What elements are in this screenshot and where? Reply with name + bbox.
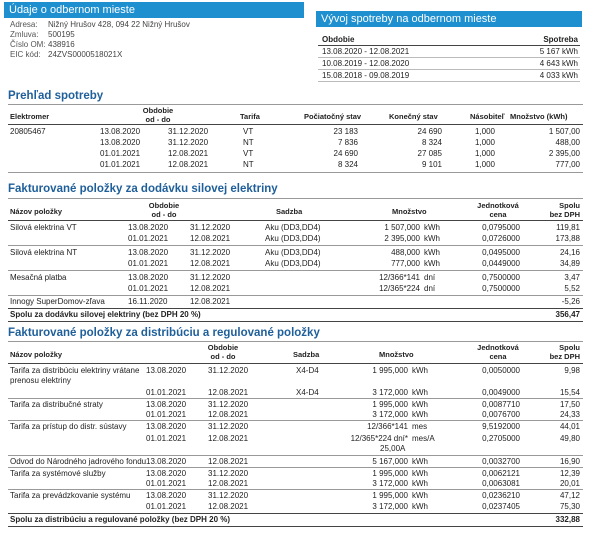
dodavka-mn: 12/366*141 (379, 273, 420, 282)
distribucia-header-sp1: Spolu (559, 343, 580, 352)
prehlad-nas: 1,000 (474, 127, 495, 136)
distribucia-cena: 0,0237405 (482, 502, 520, 511)
distribucia-jed: mes/A (412, 434, 435, 443)
dodavka-od: 01.01.2021 (128, 284, 169, 293)
dodavka-do: 12.08.2021 (190, 284, 231, 293)
distribucia-do: 31.12.2020 (208, 469, 249, 478)
dodavka-mn: 488,000 (391, 248, 420, 257)
distribucia-jed: kWh (412, 457, 428, 466)
distribucia-do: 12.08.2021 (208, 410, 249, 419)
dodavka-spolu: -5,26 (561, 297, 580, 306)
dodavka-spolu: 3,47 (564, 273, 580, 282)
distribucia-mn: 3 172,000 (372, 410, 408, 419)
distribucia-nazov: Tarifa za distribúciu elektriny vrátane (10, 366, 140, 375)
vyvoj-spotreba: 5 167 kWh (539, 47, 578, 56)
distribucia-title: Fakturované položky za distribúciu a regulované položky (8, 327, 320, 339)
prehlad-header-obdobie: Obdobie (142, 106, 174, 115)
prehlad-header-kon: Konečný stav (389, 112, 438, 121)
cislo-om-value: 438916 (48, 40, 75, 49)
eic-label: EIC kód: (10, 50, 41, 59)
prehlad-header-poc: Počiatočný stav (304, 112, 362, 121)
dodavka-header-obdobie: Obdobie (148, 201, 180, 210)
dodavka-od: 13.08.2020 (128, 273, 169, 282)
distribucia-cena: 9,5192000 (482, 422, 520, 431)
distribucia-header-mnozstvo: Množstvo (379, 350, 414, 359)
distribucia-mn: 1 995,000 (372, 469, 408, 478)
distribucia-total-label: Spolu za distribúciu a regulované položky (bez DPH 20 %) (10, 515, 231, 524)
dodavka-cena: 0,0726000 (482, 234, 520, 243)
dodavka-sadzba: Aku (DD3,DD4) (265, 259, 321, 268)
prehlad-mn: 488,00 (555, 138, 580, 147)
dodavka-nazov: Innogy SuperDomov-zľava (10, 297, 105, 306)
distribucia-od: 13.08.2020 (146, 491, 187, 500)
divider (8, 308, 583, 309)
dodavka-total: 356,47 (555, 310, 580, 319)
prehlad-poc: 24 690 (333, 149, 358, 158)
distribucia-do: 12.08.2021 (208, 502, 249, 511)
prehlad-title: Prehľad spotreby (8, 90, 104, 102)
dodavka-cena: 0,0449000 (482, 259, 520, 268)
eic-value: 24ZVS0000518021X (48, 50, 123, 59)
dodavka-mn: 2 395,000 (384, 234, 420, 243)
distribucia-sadzba: X4-D4 (296, 388, 319, 397)
prehlad-do: 31.12.2020 (168, 138, 209, 147)
distribucia-nazov-line2: prenosu elektriny (10, 376, 71, 385)
dodavka-do: 12.08.2021 (190, 259, 231, 268)
distribucia-do: 31.12.2020 (208, 366, 249, 375)
dodavka-spolu: 5,52 (564, 284, 580, 293)
prehlad-tarifa: NT (243, 160, 254, 169)
dodavka-sadzba: Aku (DD3,DD4) (265, 234, 321, 243)
vyvoj-row (318, 58, 580, 70)
vyvoj-header-obdobie: Obdobie (322, 35, 355, 44)
dodavka-mn: 1 507,000 (384, 223, 420, 232)
distribucia-nazov: Tarifa za prevádzkovanie systému (10, 491, 131, 500)
prehlad-od: 01.01.2021 (100, 160, 141, 169)
dodavka-jed: dní (424, 284, 436, 293)
dodavka-spolu: 173,88 (555, 234, 580, 243)
distribucia-od: 01.01.2021 (146, 502, 187, 511)
prehlad-kon: 27 085 (417, 149, 442, 158)
distribucia-od: 01.01.2021 (146, 410, 187, 419)
dodavka-od: 13.08.2020 (128, 223, 169, 232)
dodavka-header-sadzba: Sadzba (276, 207, 303, 216)
distribucia-od: 13.08.2020 (146, 366, 187, 375)
prehlad-header-mn: Množstvo (kWh) (510, 112, 568, 121)
distribucia-nazov: Tarifa za prístup do distr. sústavy (10, 422, 127, 431)
distribucia-jed: kWh (412, 410, 428, 419)
dodavka-total-label: Spolu za dodávku silovej elektriny (bez DPH 20 %) (10, 310, 201, 319)
distribucia-spolu: 12,39 (559, 469, 580, 478)
distribucia-do: 12.08.2021 (208, 457, 249, 466)
distribucia-spolu: 9,98 (564, 366, 580, 375)
prehlad-do: 12.08.2021 (168, 160, 209, 169)
distribucia-od: 01.01.2021 (146, 434, 187, 443)
vyvoj-header-spotreba: Spotreba (543, 35, 578, 44)
adresa-row (10, 20, 190, 30)
distribucia-jed: kWh (412, 388, 428, 397)
vyvoj-header-row (318, 34, 580, 46)
prehlad-do: 31.12.2020 (168, 127, 209, 136)
vyvoj-row (318, 46, 580, 58)
divider (8, 245, 583, 246)
distribucia-spolu: 44,01 (559, 422, 580, 431)
distribucia-jed: kWh (412, 366, 428, 375)
distribucia-cena: 0,0050000 (482, 366, 520, 375)
zmluva-value: 500195 (48, 30, 75, 39)
vyvoj-title: Vývoj spotreby na odbernom mieste (316, 11, 582, 27)
distribucia-cena: 0,2705000 (482, 434, 520, 443)
distribucia-mn: 3 172,000 (372, 502, 408, 511)
dodavka-od: 16.11.2020 (128, 297, 168, 306)
prehlad-kon: 24 690 (417, 127, 442, 136)
prehlad-mn: 777,00 (555, 160, 580, 169)
dodavka-nazov: Silová elektrina VT (10, 223, 77, 232)
dodavka-cena: 0,7500000 (482, 284, 520, 293)
distribucia-cena: 0,0076700 (482, 410, 520, 419)
divider (8, 124, 583, 125)
distribucia-mn: 3 172,000 (372, 388, 408, 397)
distribucia-spolu: 16,90 (559, 457, 580, 466)
distribucia-spolu: 49,80 (559, 434, 580, 443)
divider (8, 363, 583, 364)
distribucia-spolu: 15,54 (559, 388, 580, 397)
dodavka-sadzba: Aku (DD3,DD4) (265, 223, 321, 232)
cislo-om-label: Číslo OM: (10, 40, 46, 49)
distribucia-mn-line2: 25,00A (380, 444, 406, 453)
distribucia-cena: 0,0236210 (482, 491, 520, 500)
divider (8, 526, 583, 527)
divider (8, 467, 583, 468)
distribucia-do: 31.12.2020 (208, 422, 249, 431)
distribucia-cena: 0,0087710 (482, 400, 520, 409)
dodavka-mn: 12/365*224 (379, 284, 420, 293)
prehlad-mn: 1 507,00 (548, 127, 580, 136)
prehlad-header-nas: Násobiteľ (470, 112, 505, 121)
divider (8, 513, 583, 514)
dodavka-cena: 0,7500000 (482, 273, 520, 282)
vyvoj-obdobie: 10.08.2019 - 12.08.2020 (322, 59, 410, 68)
dodavka-jed: kWh (424, 234, 440, 243)
prehlad-nas: 1,000 (474, 149, 495, 158)
dodavka-spolu: 119,81 (556, 223, 580, 232)
dodavka-spolu: 34,89 (559, 259, 580, 268)
distribucia-cena: 0,0049000 (482, 388, 520, 397)
prehlad-header-od-do: od - do (145, 115, 171, 124)
prehlad-kon: 9 101 (421, 160, 442, 169)
divider (8, 198, 583, 199)
divider (8, 321, 583, 322)
dodavka-jed: dní (424, 273, 436, 282)
adresa-label: Adresa: (10, 20, 38, 29)
prehlad-tarifa: NT (243, 138, 254, 147)
distribucia-nazov: Odvod do Národného jadrového fondu (10, 457, 147, 466)
dodavka-header-od-do: od - do (151, 210, 177, 219)
dodavka-nazov: Silová elektrina NT (10, 248, 78, 257)
divider (8, 341, 583, 342)
dodavka-nazov: Mesačná platba (10, 273, 67, 282)
prehlad-tarifa: VT (243, 149, 254, 158)
distribucia-mn: 1 995,000 (372, 400, 408, 409)
distribucia-spolu: 20,01 (559, 479, 580, 488)
distribucia-jed: kWh (412, 400, 428, 409)
prehlad-poc: 8 324 (337, 160, 358, 169)
distribucia-jed: kWh (412, 491, 428, 500)
prehlad-od: 13.08.2020 (100, 138, 141, 147)
divider (8, 420, 583, 421)
eic-row (10, 50, 122, 60)
vyvoj-row (318, 70, 580, 82)
dodavka-mn: 777,000 (391, 259, 420, 268)
prehlad-header-elektromer: Elektromer (10, 112, 50, 121)
dodavka-od: 13.08.2020 (128, 248, 169, 257)
distribucia-total: 332,88 (555, 515, 580, 524)
distribucia-do: 31.12.2020 (208, 491, 249, 500)
dodavka-jed: kWh (424, 223, 440, 232)
distribucia-jed: kWh (412, 479, 428, 488)
prehlad-nas: 1,000 (474, 138, 495, 147)
divider (8, 270, 583, 271)
dodavka-title: Fakturované položky za dodávku silovej elektriny (8, 183, 278, 195)
distribucia-cena: 0,0063081 (482, 479, 520, 488)
distribucia-do: 12.08.2021 (208, 388, 249, 397)
cislo-om-row (10, 40, 75, 50)
prehlad-poc: 23 183 (333, 127, 358, 136)
divider (8, 104, 583, 105)
distribucia-jed: kWh (412, 502, 428, 511)
divider (8, 455, 583, 456)
distribucia-od: 01.01.2021 (146, 479, 187, 488)
dodavka-do: 12.08.2021 (190, 297, 231, 306)
distribucia-od: 13.08.2020 (146, 469, 187, 478)
distribucia-od: 13.08.2020 (146, 457, 187, 466)
zmluva-label: Zmluva: (10, 30, 39, 39)
odberne-miesto-title: Údaje o odbernom mieste (4, 2, 304, 18)
dodavka-cena: 0,0795000 (482, 223, 520, 232)
distribucia-jed: mes (412, 422, 428, 431)
prehlad-meter: 20805467 (10, 127, 46, 136)
distribucia-od: 13.08.2020 (146, 400, 187, 409)
distribucia-header-jc1: Jednotková (477, 343, 519, 352)
vyvoj-spotreba: 4 033 kWh (539, 71, 578, 80)
adresa-value: Nižný Hrušov 428, 094 22 Nižný Hrušov (48, 20, 190, 29)
dodavka-header-mnozstvo: Množstvo (392, 207, 427, 216)
distribucia-spolu: 47,12 (559, 491, 580, 500)
distribucia-od: 13.08.2020 (146, 422, 187, 431)
dodavka-do: 31.12.2020 (190, 273, 231, 282)
distribucia-mn: 3 172,000 (372, 479, 408, 488)
distribucia-spolu: 75,30 (559, 502, 580, 511)
dodavka-od: 01.01.2021 (128, 259, 169, 268)
divider (8, 295, 583, 296)
distribucia-spolu: 17,50 (559, 400, 580, 409)
zmluva-row (10, 30, 75, 40)
distribucia-nazov: Tarifa za distribučné straty (10, 400, 103, 409)
prehlad-header-tarifa: Tarifa (240, 112, 260, 121)
vyvoj-table (318, 34, 580, 82)
distribucia-mn: 12/365*224 dní* (350, 434, 408, 443)
prehlad-nas: 1,000 (474, 160, 495, 169)
prehlad-tarifa: VT (243, 127, 254, 136)
divider (8, 172, 583, 173)
dodavka-od: 01.01.2021 (128, 234, 169, 243)
distribucia-header-sp2: bez DPH (549, 352, 580, 361)
distribucia-header-obdobie: Obdobie (207, 343, 239, 352)
distribucia-jed: kWh (412, 469, 428, 478)
divider (8, 489, 583, 490)
distribucia-do: 12.08.2021 (208, 479, 249, 488)
distribucia-header-nazov: Názov položky (10, 350, 63, 359)
dodavka-header-sp1: Spolu (559, 201, 580, 210)
divider (8, 220, 583, 221)
distribucia-cena: 0,0032700 (482, 457, 520, 466)
prehlad-od: 01.01.2021 (100, 149, 141, 158)
distribucia-mn: 12/366*141 (367, 422, 408, 431)
dodavka-header-nazov: Názov položky (10, 207, 63, 216)
dodavka-jed: kWh (424, 248, 440, 257)
distribucia-cena: 0,0062121 (482, 469, 520, 478)
dodavka-do: 12.08.2021 (190, 234, 231, 243)
distribucia-sadzba: X4-D4 (296, 366, 319, 375)
dodavka-do: 31.12.2020 (190, 223, 231, 232)
vyvoj-spotreba: 4 643 kWh (539, 59, 578, 68)
prehlad-kon: 8 324 (421, 138, 442, 147)
distribucia-nazov: Tarifa za systémové služby (10, 469, 106, 478)
distribucia-mn: 5 167,000 (372, 457, 408, 466)
prehlad-od: 13.08.2020 (100, 127, 141, 136)
prehlad-mn: 2 395,00 (548, 149, 580, 158)
dodavka-sadzba: Aku (DD3,DD4) (265, 248, 321, 257)
divider (8, 398, 583, 399)
dodavka-spolu: 24,16 (559, 248, 580, 257)
distribucia-mn: 1 995,000 (372, 491, 408, 500)
distribucia-mn: 1 995,000 (372, 366, 408, 375)
dodavka-header-sp2: bez DPH (549, 210, 580, 219)
dodavka-do: 31.12.2020 (190, 248, 231, 257)
distribucia-spolu: 24,33 (559, 410, 580, 419)
dodavka-jed: kWh (424, 259, 440, 268)
distribucia-header-sadzba: Sadzba (293, 350, 320, 359)
distribucia-header-jc2: cena (489, 352, 507, 361)
distribucia-do: 31.12.2020 (208, 400, 249, 409)
distribucia-od: 01.01.2021 (146, 388, 187, 397)
vyvoj-obdobie: 13.08.2020 - 12.08.2021 (322, 47, 410, 56)
dodavka-header-jc2: cena (489, 210, 507, 219)
vyvoj-obdobie: 15.08.2018 - 09.08.2019 (322, 71, 410, 80)
dodavka-header-jc1: Jednotková (477, 201, 519, 210)
dodavka-cena: 0,0495000 (482, 248, 520, 257)
distribucia-do: 12.08.2021 (208, 434, 249, 443)
prehlad-do: 12.08.2021 (168, 149, 209, 158)
distribucia-header-od-do: od - do (210, 352, 236, 361)
prehlad-poc: 7 836 (337, 138, 358, 147)
